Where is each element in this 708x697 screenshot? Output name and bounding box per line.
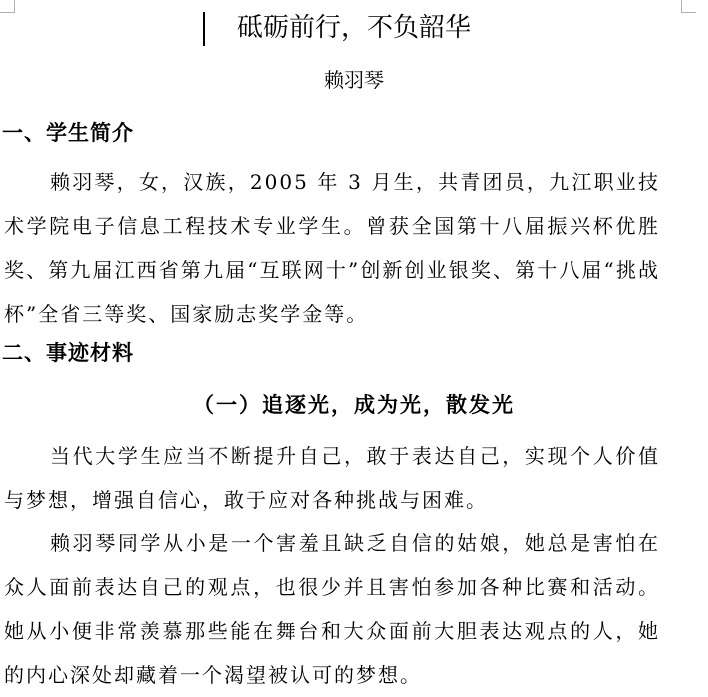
section-heading-intro[interactable]: 一、学生简介 [2,120,134,145]
text-cursor [203,12,205,46]
deeds-paragraph-1[interactable]: 当代大学生应当不断提升自己，敢于表达自己，实现个人价值与梦想，增强自信心，敢于应对各种挑战与困难。 [4,444,660,512]
section-heading-deeds[interactable]: 二、事迹材料 [2,340,134,365]
subsection-heading[interactable]: （一）追逐光，成为光，散发光 [193,392,515,417]
intro-paragraph[interactable]: 赖羽琴，女，汉族，2005 年 3 月生，共青团员，九江职业技术学院电子信息工程技术专业学生。曾获全国第十八届振兴杯优胜奖、第九届江西省第九届“互联网十”创新创业银奖、第十八届“挑战杯”全省三等奖、国家励志奖学金等。 [4,170,660,326]
document-title[interactable]: 砥砺前行，不负韶华 [236,13,471,43]
deeds-paragraph-2[interactable]: 赖羽琴同学从小是一个害羞且缺乏自信的姑娘，她总是害怕在众人面前表达自己的观点，也很少并且害怕参加各种比赛和活动。她从小便非常羡慕那些能在舞台和大众面前大胆表达观点的人，她的内心深处却藏着一个渴望被认可的梦想。 [4,531,660,687]
author-name[interactable]: 赖羽琴 [324,68,384,92]
